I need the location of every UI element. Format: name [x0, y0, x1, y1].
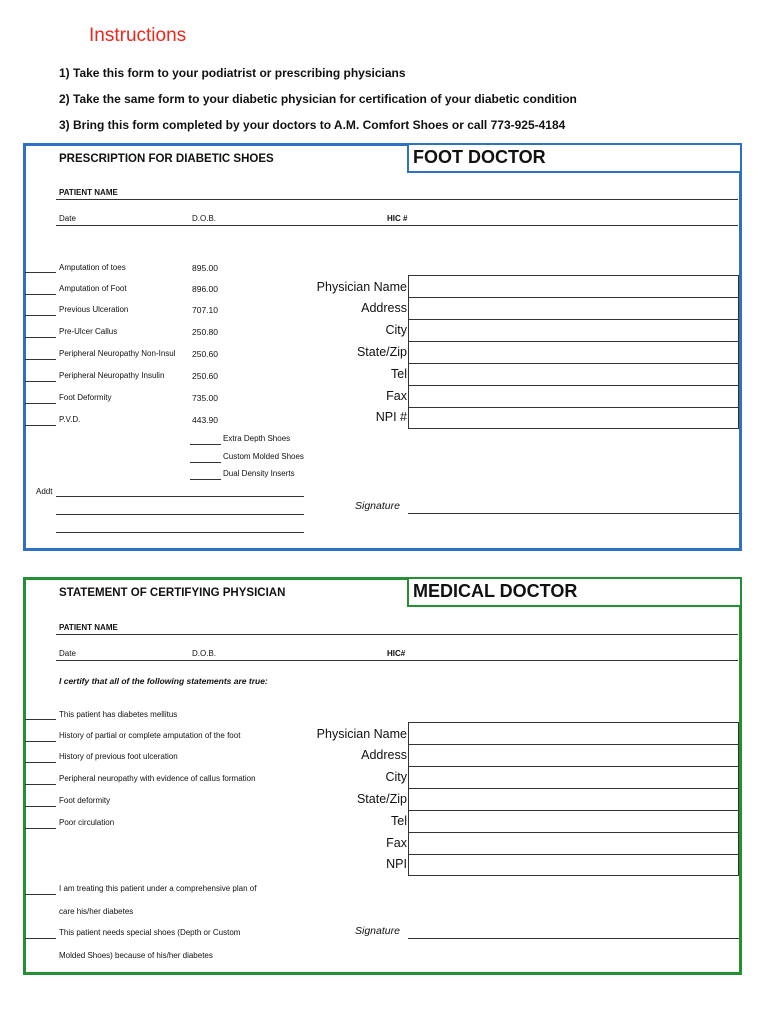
signature-field[interactable] [408, 938, 739, 939]
npi-input[interactable] [408, 407, 739, 429]
instructions-title: Instructions [89, 25, 187, 46]
statement-label: Foot deformity [59, 796, 111, 805]
tel-input[interactable] [408, 363, 739, 385]
condition-label: Previous Ulceration [59, 305, 129, 314]
instruction-step-1: 1) Take this form to your podiatrist or prescribing physicians [59, 66, 406, 80]
addt-field[interactable] [56, 496, 304, 497]
addt-label: Addt [36, 487, 53, 496]
condition-code: 250.60 [192, 349, 218, 359]
statement-label: This patient has diabetes mellitus [59, 710, 178, 719]
address-label: Address [361, 301, 407, 315]
plan-statement: I am treating this patient under a comprehensive plan of [59, 884, 257, 893]
city-input[interactable] [408, 319, 739, 341]
condition-check-blank[interactable] [25, 403, 56, 404]
fax-label: Fax [386, 389, 407, 403]
date-label: Date [59, 214, 76, 223]
medical-doctor-badge: MEDICAL DOCTOR [407, 577, 742, 607]
address-input[interactable] [408, 297, 739, 319]
condition-label: Amputation of Foot [59, 284, 127, 293]
plan-check-blank[interactable] [25, 894, 56, 895]
shoe-option-label: Extra Depth Shoes [223, 434, 291, 443]
condition-check-blank[interactable] [25, 294, 56, 295]
statement-check-blank[interactable] [25, 741, 56, 742]
patient-name-label: PATIENT NAME [59, 623, 118, 632]
date-dob-hic-field[interactable] [56, 225, 738, 226]
condition-label: P.V.D. [59, 415, 81, 424]
tel-label: Tel [391, 367, 407, 381]
dob-label: D.O.B. [192, 649, 217, 658]
city-label: City [385, 323, 407, 337]
statement-check-blank[interactable] [25, 719, 56, 720]
npi-label: NPI # [375, 410, 407, 424]
signature-label: Signature [355, 925, 400, 937]
fax-input[interactable] [408, 385, 739, 407]
tel-input[interactable] [408, 810, 739, 832]
shoe-option-blank[interactable] [190, 462, 221, 463]
physician-name-input[interactable] [408, 722, 739, 744]
shoe-option-blank[interactable] [190, 479, 221, 480]
npi-label: NPI [386, 857, 407, 871]
state-zip-input[interactable] [408, 341, 739, 363]
condition-check-blank[interactable] [25, 359, 56, 360]
hic-label: HIC# [387, 649, 406, 658]
hic-label: HIC # [387, 214, 408, 223]
statement-check-blank[interactable] [25, 762, 56, 763]
patient-name-field[interactable] [56, 634, 738, 635]
instruction-step-2: 2) Take the same form to your diabetic physician for certification of your diabetic condition [59, 92, 577, 106]
date-dob-hic-field[interactable] [56, 660, 738, 661]
needs-statement: This patient needs special shoes (Depth or Custom [59, 928, 241, 937]
physician-name-label: Physician Name [316, 280, 407, 294]
condition-label: Peripheral Neuropathy Non-Insul [59, 349, 176, 358]
statement-label: Poor circulation [59, 818, 115, 827]
condition-code: 250.80 [192, 327, 218, 337]
instruction-step-3: 3) Bring this form completed by your doctors to A.M. Comfort Shoes or call 773-925-4184 [59, 118, 566, 132]
physician-name-label: Physician Name [316, 727, 407, 741]
statement-label: History of partial or complete amputation of the foot [59, 731, 241, 740]
shoe-option-blank[interactable] [190, 444, 221, 445]
condition-check-blank[interactable] [25, 425, 56, 426]
condition-check-blank[interactable] [25, 272, 56, 273]
tel-label: Tel [391, 814, 407, 828]
condition-label: Foot Deformity [59, 393, 112, 402]
prescription-title: PRESCRIPTION FOR DIABETIC SHOES [59, 153, 274, 165]
condition-label: Amputation of toes [59, 263, 126, 272]
condition-label: Pre-Ulcer Callus [59, 327, 118, 336]
condition-label: Peripheral Neuropathy Insulin [59, 371, 165, 380]
foot-doctor-badge: FOOT DOCTOR [407, 143, 742, 173]
state-zip-input[interactable] [408, 788, 739, 810]
condition-code: 735.00 [192, 393, 218, 403]
needs-statement-cont: Molded Shoes) because of his/her diabetes [59, 951, 213, 960]
state-zip-label: State/Zip [356, 792, 407, 806]
npi-input[interactable] [408, 854, 739, 876]
fax-label: Fax [386, 836, 407, 850]
patient-name-field[interactable] [56, 199, 738, 200]
condition-code: 250.60 [192, 371, 218, 381]
patient-name-label: PATIENT NAME [59, 188, 118, 197]
shoe-option-label: Custom Molded Shoes [223, 452, 304, 461]
statement-check-blank[interactable] [25, 806, 56, 807]
addt-field[interactable] [56, 532, 304, 533]
dob-label: D.O.B. [192, 214, 217, 223]
statement-check-blank[interactable] [25, 784, 56, 785]
signature-label: Signature [355, 500, 400, 512]
needs-check-blank[interactable] [25, 938, 56, 939]
condition-code: 707.10 [192, 305, 218, 315]
statement-label: History of previous foot ulceration [59, 752, 178, 761]
condition-check-blank[interactable] [25, 315, 56, 316]
fax-input[interactable] [408, 832, 739, 854]
certifying-title: STATEMENT OF CERTIFYING PHYSICIAN [59, 587, 286, 599]
plan-statement-cont: care his/her diabetes [59, 907, 134, 916]
physician-name-input[interactable] [408, 275, 739, 297]
condition-code: 443.90 [192, 415, 218, 425]
state-zip-label: State/Zip [356, 345, 407, 359]
shoe-option-label: Dual Density Inserts [223, 469, 295, 478]
condition-check-blank[interactable] [25, 381, 56, 382]
address-input[interactable] [408, 744, 739, 766]
condition-code: 896.00 [192, 284, 218, 294]
city-label: City [385, 770, 407, 784]
certify-statement: I certify that all of the following statements are true: [59, 676, 268, 686]
condition-code: 895.00 [192, 263, 218, 273]
condition-check-blank[interactable] [25, 337, 56, 338]
statement-check-blank[interactable] [25, 828, 56, 829]
city-input[interactable] [408, 766, 739, 788]
date-label: Date [59, 649, 76, 658]
address-label: Address [361, 748, 407, 762]
addt-field[interactable] [56, 514, 304, 515]
statement-label: Peripheral neuropathy with evidence of callus formation [59, 774, 256, 783]
signature-field[interactable] [408, 513, 739, 514]
